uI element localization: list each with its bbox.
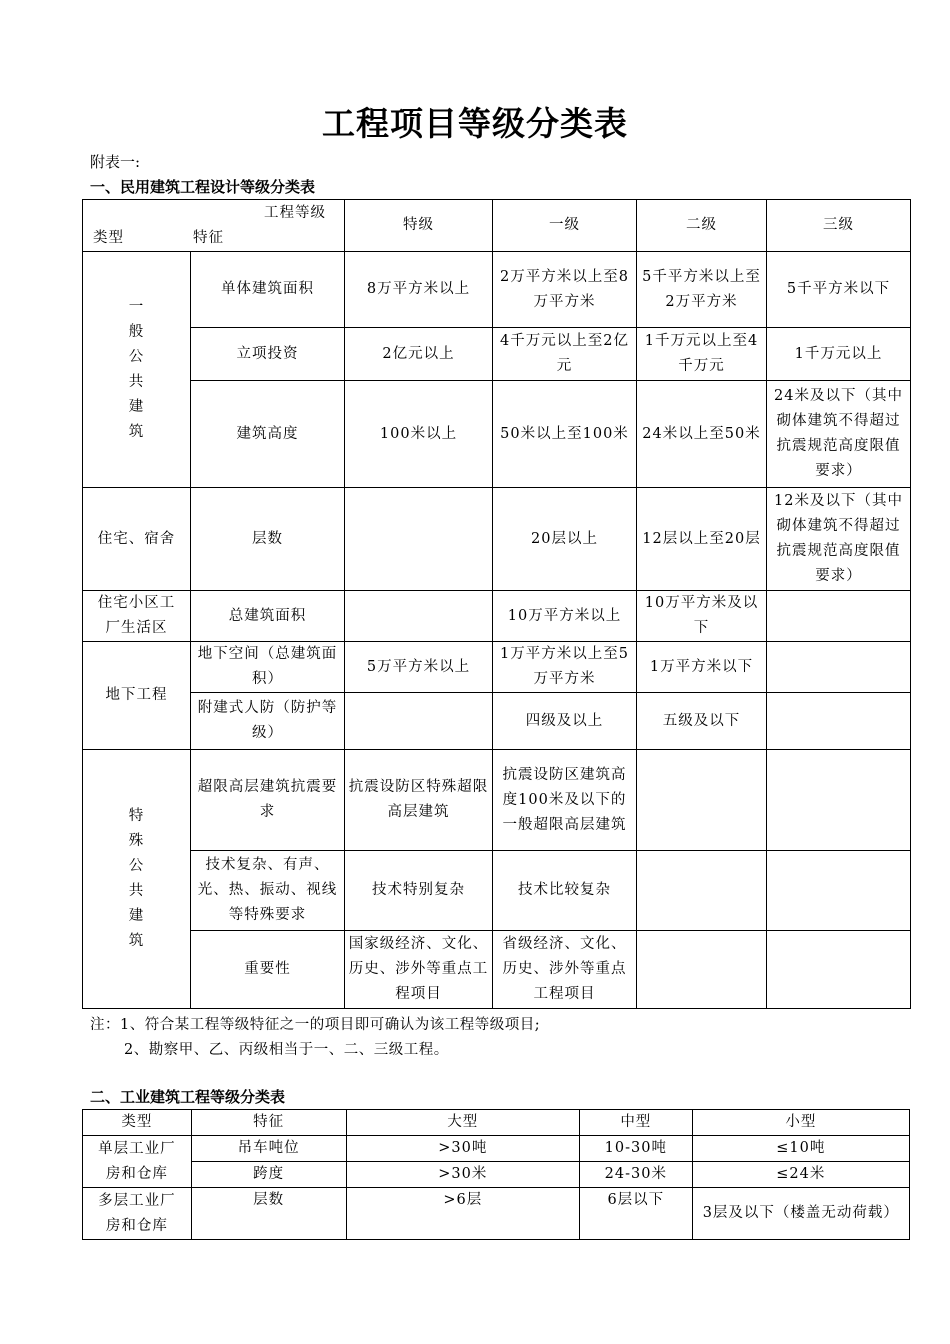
feature-label: 单体建筑面积 [221, 281, 314, 297]
feature-cell [191, 252, 345, 328]
type-label: 地下工程 [105, 687, 168, 703]
grade-cell [767, 851, 911, 931]
feature-label: 总建筑面积 [228, 607, 307, 624]
level-header: 特级 [345, 200, 493, 252]
grade-cell: 20层以上 [493, 488, 637, 591]
type-label: 住宅、宿舍 [97, 530, 176, 547]
grade-cell: 1万平方米以上至5万平方米 [493, 642, 637, 693]
grade-cell [637, 851, 767, 931]
level-header: 一级 [493, 200, 637, 252]
feature-cell [191, 488, 345, 591]
grade-cell: 四级及以上 [493, 693, 637, 750]
grade-cell: 10万平方米及以下 [637, 591, 767, 642]
page-title: 工程项目等级分类表 [322, 104, 628, 143]
type-cell [83, 591, 191, 642]
grade-cell [345, 591, 493, 642]
grade-cell [345, 488, 493, 591]
table-row [83, 381, 911, 488]
grade-cell: 1千万元以上 [767, 328, 911, 381]
size-cell: 6层以下 [579, 1188, 692, 1240]
size-cell: >30米 [346, 1162, 579, 1188]
feature-cell [191, 381, 345, 488]
table-row [83, 1136, 910, 1162]
grade-header-label: 工程等级 [264, 205, 326, 221]
type-cell [83, 488, 191, 591]
feature-label: 立项投资 [236, 345, 299, 362]
column-header: 类型 [83, 1110, 192, 1136]
section1-heading: 一、民用建筑工程设计等级分类表 [90, 178, 316, 196]
feature-cell: 吊车吨位 [191, 1136, 346, 1162]
feature-cell [191, 693, 345, 750]
grade-cell: 技术比较复杂 [493, 851, 637, 931]
type-label: 单层工业厂房和仓库 [98, 1140, 176, 1182]
feature-label: 技术复杂、有声、光、热、振动、视线等特殊要求 [197, 857, 338, 923]
grade-cell: 8万平方米以上 [345, 252, 493, 328]
grade-cell [767, 693, 911, 750]
table-row [83, 252, 911, 328]
table-row [83, 1188, 910, 1240]
feature-cell [191, 750, 345, 851]
table-row [83, 328, 911, 381]
feature-cell [191, 591, 345, 642]
feature-label: 地下空间（总建筑面积） [197, 646, 338, 687]
header-row [83, 1110, 910, 1136]
level-header: 三级 [767, 200, 911, 252]
type-label: 多层工业厂房和仓库 [98, 1192, 176, 1234]
level-header: 二级 [637, 200, 767, 252]
grade-cell: 1千万元以上至4千万元 [637, 328, 767, 381]
table-row [83, 642, 911, 693]
grade-cell: 4千万元以上至2亿元 [493, 328, 637, 381]
size-cell: >6层 [346, 1188, 579, 1240]
feature-label: 建筑高度 [236, 425, 299, 442]
grade-cell: 5千平方米以上至2万平方米 [637, 252, 767, 328]
section2-heading: 二、工业建筑工程等级分类表 [90, 1088, 286, 1106]
feature-label: 层数 [252, 530, 283, 547]
civil-building-grade-table [82, 199, 911, 1009]
table-row [83, 931, 911, 1009]
notes [90, 1013, 540, 1063]
header-corner-cell [83, 200, 345, 252]
grade-cell [767, 642, 911, 693]
feature-label: 附建式人防（防护等级） [197, 700, 338, 741]
grade-cell [767, 931, 911, 1009]
column-header: 大型 [346, 1110, 579, 1136]
feature-cell: 层数 [191, 1188, 346, 1240]
grade-cell: 12米及以下（其中砌体建筑不得超过抗震规范高度限值要求） [767, 488, 911, 591]
grade-cell: 1万平方米以下 [637, 642, 767, 693]
grade-cell: 国家级经济、文化、历史、涉外等重点工程项目 [345, 931, 493, 1009]
feature-label: 重要性 [244, 961, 291, 977]
grade-cell: 10万平方米以上 [493, 591, 637, 642]
industrial-building-grade-table [82, 1109, 910, 1240]
type-cell [83, 252, 191, 488]
table-row [83, 1162, 910, 1188]
column-header: 特征 [191, 1110, 346, 1136]
column-header: 小型 [692, 1110, 909, 1136]
grade-cell: 24米及以下（其中砌体建筑不得超过抗震规范高度限值要求） [767, 381, 911, 488]
note-2: 2、勘察甲、乙、丙级相当于一、二、三级工程。 [124, 1042, 449, 1058]
grade-cell: 2亿元以上 [345, 328, 493, 381]
feature-header-label: 特征 [193, 230, 224, 246]
feature-cell [191, 851, 345, 931]
appendix-label: 附表一: [90, 153, 141, 171]
table-row [83, 851, 911, 931]
type-label: 一般公共建筑 [128, 298, 145, 440]
grade-cell: 24米以上至50米 [637, 381, 767, 488]
grade-cell: 100米以上 [345, 381, 493, 488]
type-header-label: 类型 [93, 230, 124, 246]
type-cell [83, 1188, 192, 1240]
grade-cell [767, 750, 911, 851]
size-cell: 24-30米 [579, 1162, 692, 1188]
type-label: 住宅小区工厂生活区 [97, 595, 176, 636]
size-cell: 3层及以下（楼盖无动荷载） [692, 1188, 909, 1240]
header-row [83, 200, 911, 252]
column-header: 中型 [579, 1110, 692, 1136]
grade-cell [345, 693, 493, 750]
feature-label: 超限高层建筑抗震要求 [197, 779, 338, 820]
grade-cell: 技术特别复杂 [345, 851, 493, 931]
feature-cell [191, 642, 345, 693]
type-label: 特殊公共建筑 [128, 808, 145, 949]
grade-cell: 抗震设防区特殊超限高层建筑 [345, 750, 493, 851]
grade-cell: 五级及以下 [637, 693, 767, 750]
feature-cell [191, 931, 345, 1009]
grade-cell: 12层以上至20层 [637, 488, 767, 591]
table-row [83, 693, 911, 750]
grade-cell: 50米以上至100米 [493, 381, 637, 488]
grade-cell: 2万平方米以上至8万平方米 [493, 252, 637, 328]
size-cell: >30吨 [346, 1136, 579, 1162]
type-cell [83, 642, 191, 750]
grade-cell [637, 931, 767, 1009]
grade-cell: 5千平方米以下 [767, 252, 911, 328]
grade-cell: 抗震设防区建筑高度100米及以下的一般超限高层建筑 [493, 750, 637, 851]
size-cell: 10-30吨 [579, 1136, 692, 1162]
table-row [83, 591, 911, 642]
type-cell [83, 1136, 192, 1188]
grade-cell [767, 591, 911, 642]
size-cell: ≤24米 [692, 1162, 909, 1188]
table-row [83, 488, 911, 591]
feature-cell: 跨度 [191, 1162, 346, 1188]
type-cell [83, 750, 191, 1009]
size-cell: ≤10吨 [692, 1136, 909, 1162]
table-row [83, 750, 911, 851]
grade-cell: 省级经济、文化、历史、涉外等重点工程项目 [493, 931, 637, 1009]
grade-cell [637, 750, 767, 851]
feature-cell [191, 328, 345, 381]
grade-cell: 5万平方米以上 [345, 642, 493, 693]
note-1: 注：1、符合某工程等级特征之一的项目即可确认为该工程等级项目; [90, 1017, 541, 1033]
